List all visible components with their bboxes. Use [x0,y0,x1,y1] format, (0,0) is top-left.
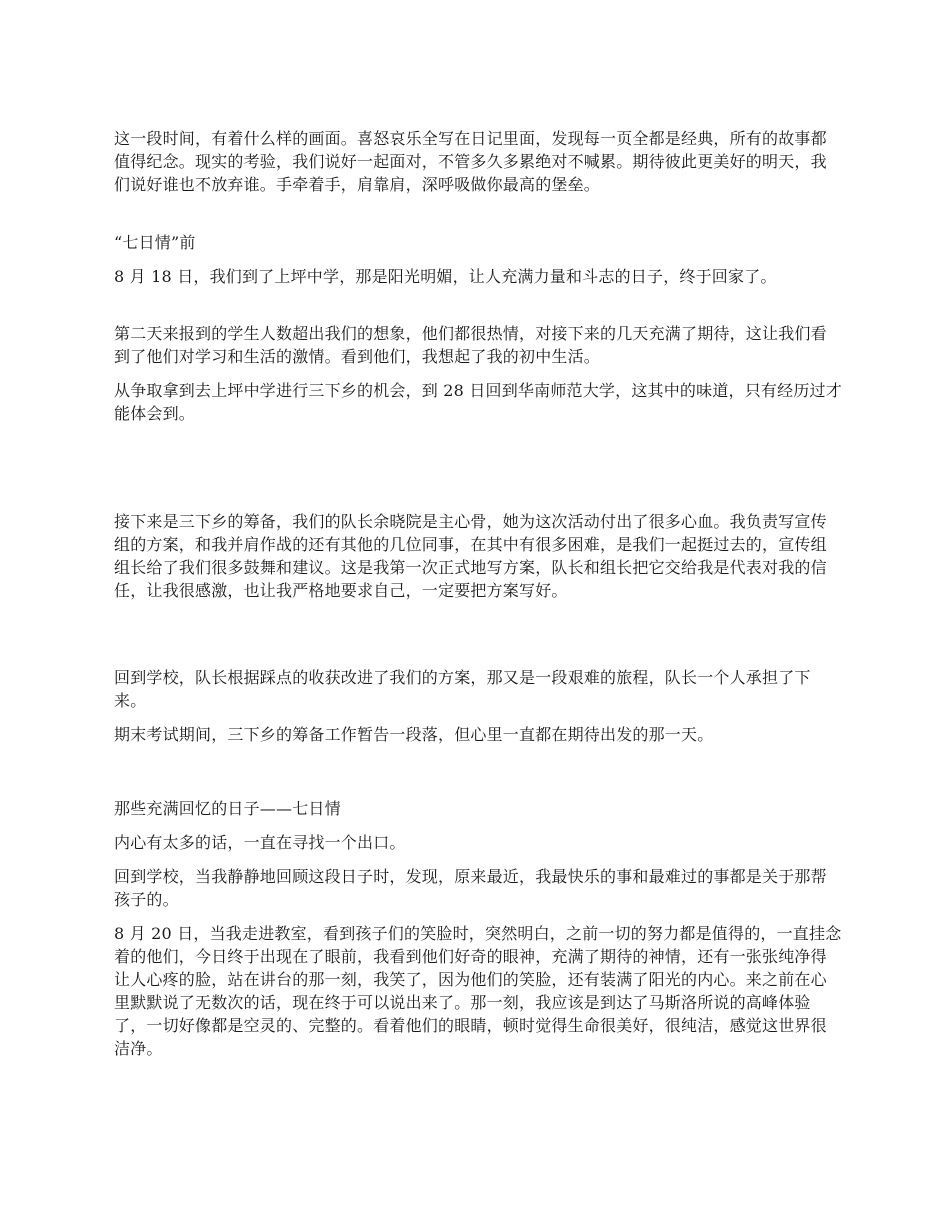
paragraph-opportunity: 从争取拿到去上坪中学进行三下乡的机会，到 28 日回到华南师范大学，这其中的味道，只有经历过才能体会到。 [114,381,842,423]
paragraph-back-to-school: 回到学校，队长根据踩点的收获改进了我们的方案，那又是一段艰难的旅程，队长一个人承担了下来。 [114,668,811,710]
paragraph-second-day: 第二天来报到的学生人数超出我们的想象，他们都很热情，对接下来的几天充满了期待，这让我们看到了他们对学习和生活的激情。看到他们，我想起了我的初中生活。 [114,324,827,366]
section-heading-seven-days: 那些充满回忆的日子——七日情 [114,799,341,818]
paragraph-reflection: 回到学校，当我静静地回顾这段日子时，发现，原来最近，我最快乐的事和最难过的事都是关于那帮孩子的。 [114,867,827,909]
paragraph-diary-intro: 这一段时间，有着什么样的画面。喜怒哀乐全写在日记里面，发现每一页全都是经典，所有的故事都值得纪念。现实的考验，我们说好一起面对，不管多久多累绝对不喊累。期待彼此更美好的明天，我们说好谁也不放弃谁。手牵着手，肩靠肩，深呼吸做你最高的堡垒。 [114,129,827,194]
paragraph-august-18: 8 月 18 日，我们到了上坪中学，那是阳光明媚，让人充满力量和斗志的日子，终于回家了。 [114,267,777,286]
paragraph-august-20: 8 月 20 日，当我走进教室，看到孩子们的笑脸时，突然明白，之前一切的努力都是值得的，一直挂念着的他们，今日终于出现在了眼前，我看到他们好奇的眼神，充满了期待的神情，还有一张张纯净得让人心疼的脸，站在讲台的那一刻，我笑了，因为他们的笑脸，还有装满了阳光的内心。来之前在心里默默说了无数次的话，现在终于可以说出来了。那一刻，我应该是到达了马斯洛所说的高峰体验了，一切好像都是空灵的、完整的。看着他们的眼睛，顿时觉得生命很美好，很纯洁，感觉这世界很洁净。 [114,924,842,1058]
paragraph-preparation: 接下来是三下乡的筹备，我们的队长余晓院是主心骨，她为这次活动付出了很多心血。我负责写宣传组的方案，和我并肩作战的还有其他的几位同事，在其中有很多困难，是我们一起挺过去的，宣传组组长给了我们很多鼓舞和建议。这是我第一次正式地写方案，队长和组长把它交给我是代表对我的信任，让我很感激，也让我严格地要求自己，一定要把方案写好。 [114,512,827,600]
section-heading-before-seven-days: “七日情”前 [114,233,196,252]
paragraph-final-exams: 期末考试期间，三下乡的筹备工作暂告一段落，但心里一直都在期待出发的那一天。 [114,725,714,744]
paragraph-inner-words: 内心有太多的话，一直在寻找一个出口。 [114,833,406,852]
